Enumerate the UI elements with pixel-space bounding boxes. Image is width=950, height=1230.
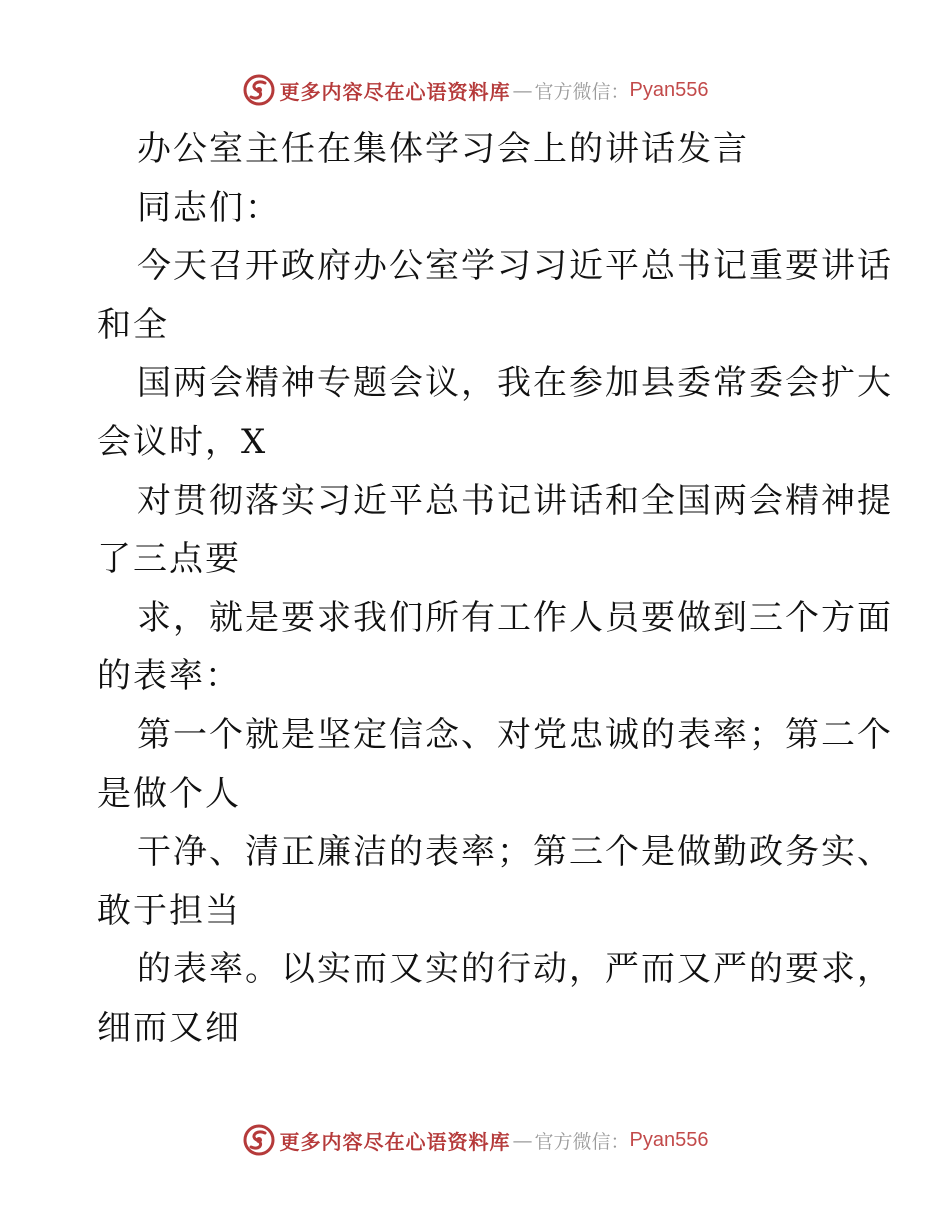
document-line: 的表率： — [97, 656, 241, 697]
watermark-brand: 更多内容尽在心语资料库 — [279, 1129, 511, 1154]
document-line: 对贯彻落实习近平总书记讲话和全国两会精神提 — [137, 480, 893, 521]
watermark-dash: — — [512, 78, 533, 102]
document-body — [97, 120, 893, 1058]
stylized-s-logo-icon — [242, 73, 276, 107]
document-line: 是做个人 — [97, 773, 241, 814]
document-line: 的表率。以实而又实的行动，严而又严的要求， — [137, 949, 893, 990]
watermark-wechat-label: 官方微信： — [534, 1130, 630, 1153]
document-line: 第一个就是坚定信念、对党忠诚的表率；第二个 — [137, 714, 893, 755]
document-lines — [97, 120, 893, 1058]
document-line: 干净、清正廉洁的表率；第三个是做勤政务实、 — [137, 832, 893, 873]
document-line: 了三点要 — [97, 539, 241, 580]
watermark-dash: — — [512, 1128, 533, 1152]
document-line: 敢于担当 — [97, 890, 241, 931]
document-line: 国两会精神专题会议，我在参加县委常委会扩大 — [137, 363, 893, 404]
document-line: 求，就是要求我们所有工作人员要做到三个方面 — [137, 597, 893, 638]
watermark-brand: 更多内容尽在心语资料库 — [279, 79, 511, 104]
watermark-wechat-id: Pyan556 — [629, 78, 709, 101]
document-line: 办公室主任在集体学习会上的讲话发言 — [137, 129, 749, 169]
footer-watermark — [0, 1120, 950, 1160]
header-watermark — [0, 70, 950, 110]
document-line: 细而又细 — [97, 1007, 241, 1048]
document-line: 同志们： — [137, 187, 281, 228]
document-line: 和全 — [97, 304, 169, 345]
watermark-wechat-id: Pyan556 — [629, 1128, 709, 1151]
document-line: 今天召开政府办公室学习习近平总书记重要讲话 — [137, 246, 893, 287]
document-line: 会议时，X — [97, 421, 268, 462]
stylized-s-logo-icon — [242, 1123, 276, 1157]
watermark-wechat-label: 官方微信： — [534, 80, 630, 103]
